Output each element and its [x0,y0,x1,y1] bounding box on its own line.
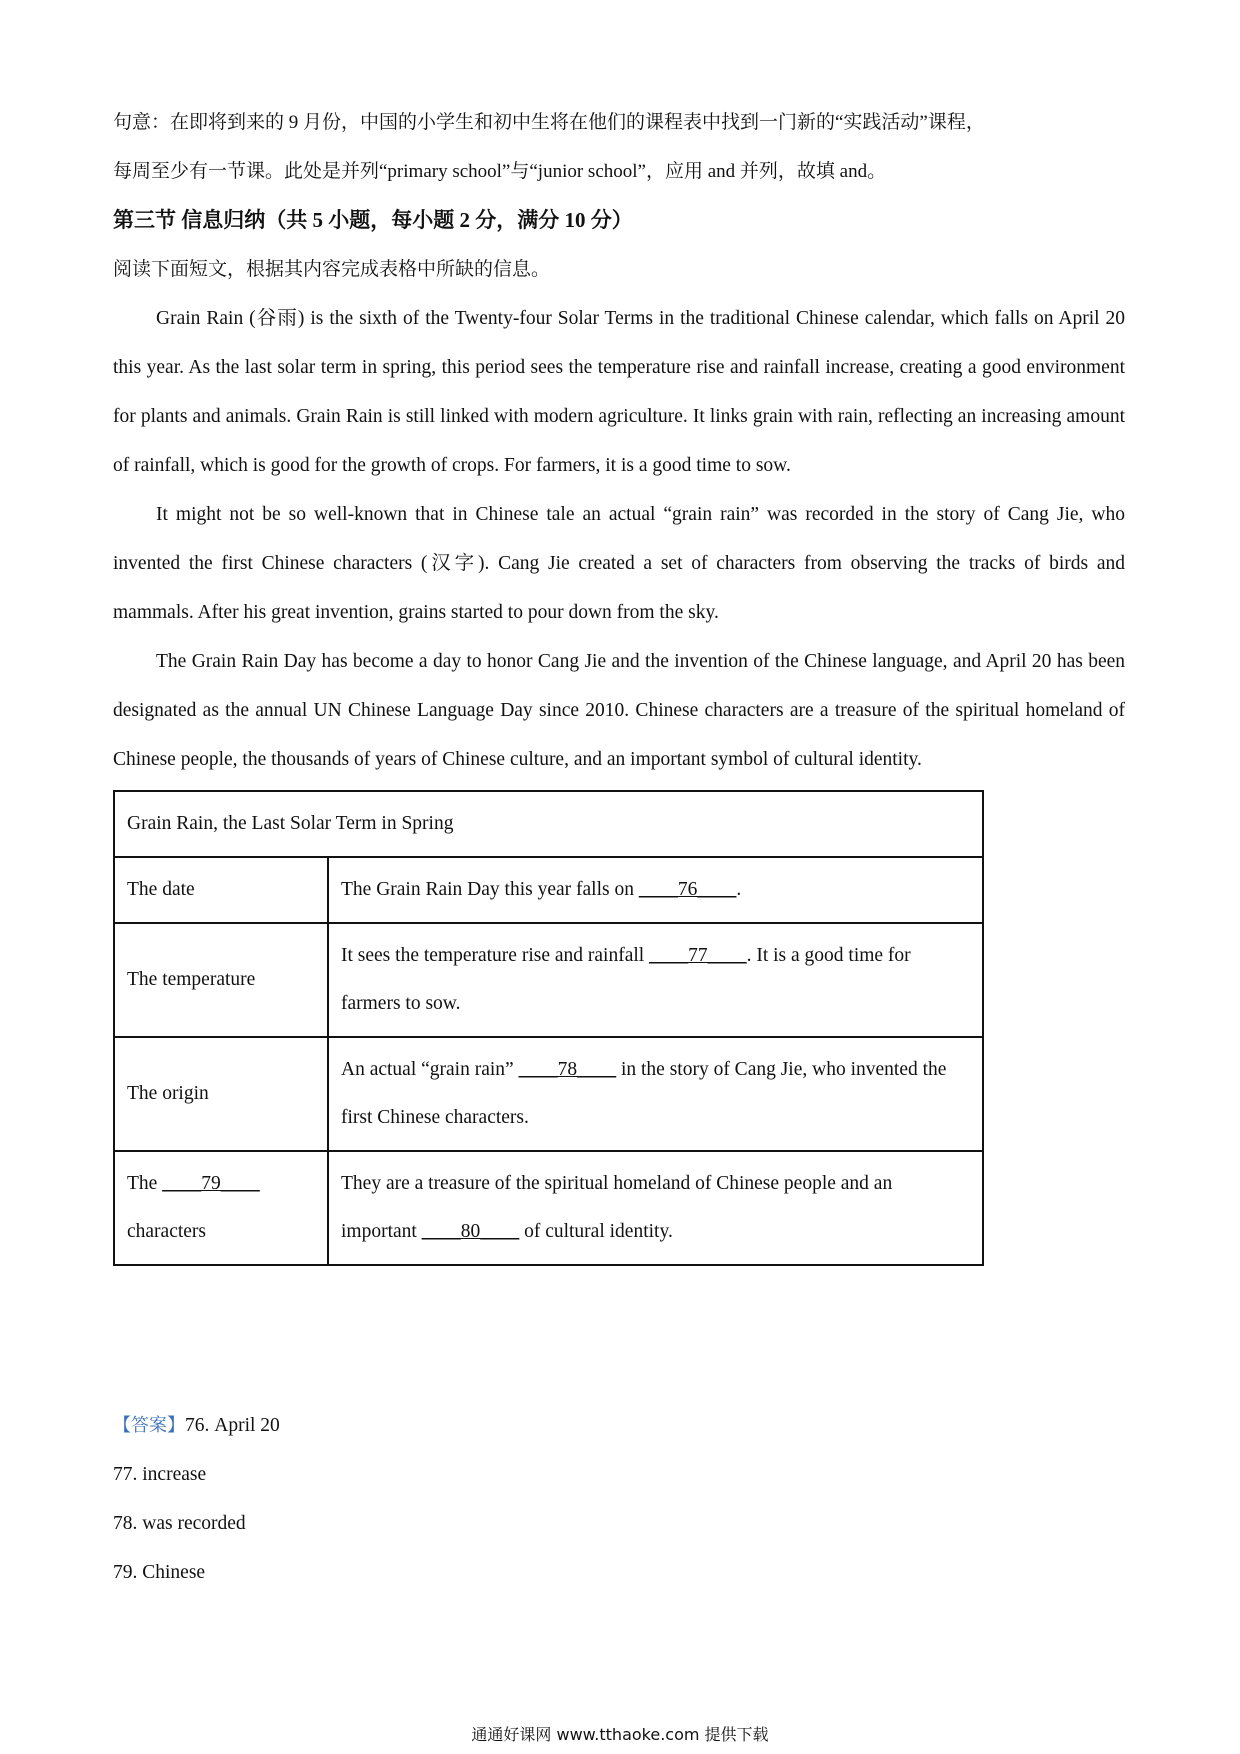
page-footer: 通通好课网 www.tthaoke.com 提供下载 [471,1725,769,1744]
answer-line: 77. increase [113,1464,207,1485]
label-text: The [127,1173,163,1194]
table-row [114,1151,983,1265]
answer-line [113,1401,280,1450]
section-heading: 第三节 信息归纳（共 5 小题，每小题 2 分，满分 10 分） [113,208,633,232]
content-text: The Grain Rain Day this year falls on [341,879,639,900]
row-content [328,857,983,923]
intro-line-2: 每周至少有一节课。此处是并列“primary school”与“junior school”，应用 and 并列，故填 and。 [113,161,887,182]
passage-paragraph-3: The Grain Rain Day has become a day to honor Cang Jie and the invention of the Chinese language, and April 20 has been designated as the annual UN Chinese Language Day since 2010. Chinese characters are a treasure of the spiritual homeland of Chinese people, the thousands of years of Chinese culture, and an important symbol of cultural identity. [113,651,1125,770]
content-text: An actual “grain rain” [341,1059,519,1080]
row-content [328,1151,983,1265]
table-row [114,1037,983,1151]
row-content [328,923,983,1037]
label-text: characters [127,1221,207,1242]
content-text: . [736,879,742,900]
content-text: of cultural identity. [519,1221,673,1242]
answer-blank-78[interactable]: ____78____ [518,1059,617,1080]
answer-line: 78. was recorded [113,1513,246,1534]
instruction: 阅读下面短文，根据其内容完成表格中所缺的信息。 [113,259,551,280]
answer-section [113,1401,280,1597]
content-text: . It is a good time for farmers to sow. [341,945,911,1014]
table-row [114,923,983,1037]
intro-line-1: 句意：在即将到来的 9 月份，中国的小学生和初中生将在他们的课程表中找到一门新的“实践活动”课程， [113,112,985,133]
answer-blank-79[interactable]: ____79____ [162,1173,260,1194]
info-table [113,790,984,1266]
content-text: in the story of Cang Jie, who invented the first Chinese characters. [341,1059,947,1128]
row-label: The date [114,857,328,923]
answer-text: 76. April 20 [185,1415,280,1436]
answer-blank-76[interactable]: ____76____ [638,879,737,900]
answer-blank-80[interactable]: ____80____ [421,1221,520,1242]
table-title: Grain Rain, the Last Solar Term in Spring [114,791,983,857]
document-page [113,98,1125,1266]
content-text: They are a treasure of the spiritual homeland of Chinese people and an important [341,1173,893,1242]
row-label: The origin [114,1037,328,1151]
answer-tag: 【答案】 [113,1415,185,1436]
answer-blank-77[interactable]: ____77____ [649,945,747,966]
row-label [114,1151,328,1265]
table-row [114,857,983,923]
answer-line: 79. Chinese [113,1562,206,1583]
passage-paragraph-2: It might not be so well-known that in Chinese tale an actual “grain rain” was recorded in the story of Cang Jie, who invented the first Chinese characters (汉字). Cang Jie created a set of characters from observing the tracks of birds and mammals. After his great invention, grains started to pour down from the sky. [113,504,1125,623]
content-text: It sees the temperature rise and rainfall [341,945,650,966]
passage-paragraph-1: Grain Rain (谷雨) is the sixth of the Twenty-four Solar Terms in the traditional Chinese calendar, which falls on April 20 this year. As the last solar term in spring, this period sees the temperature rise and rainfall increase, creating a good environment for plants and animals. Grain Rain is still linked with modern agriculture. It links grain with rain, reflecting an increasing amount of rainfall, which is good for the growth of crops. For farmers, it is a good time to sow. [113,308,1125,476]
row-label: The temperature [114,923,328,1037]
row-content [328,1037,983,1151]
